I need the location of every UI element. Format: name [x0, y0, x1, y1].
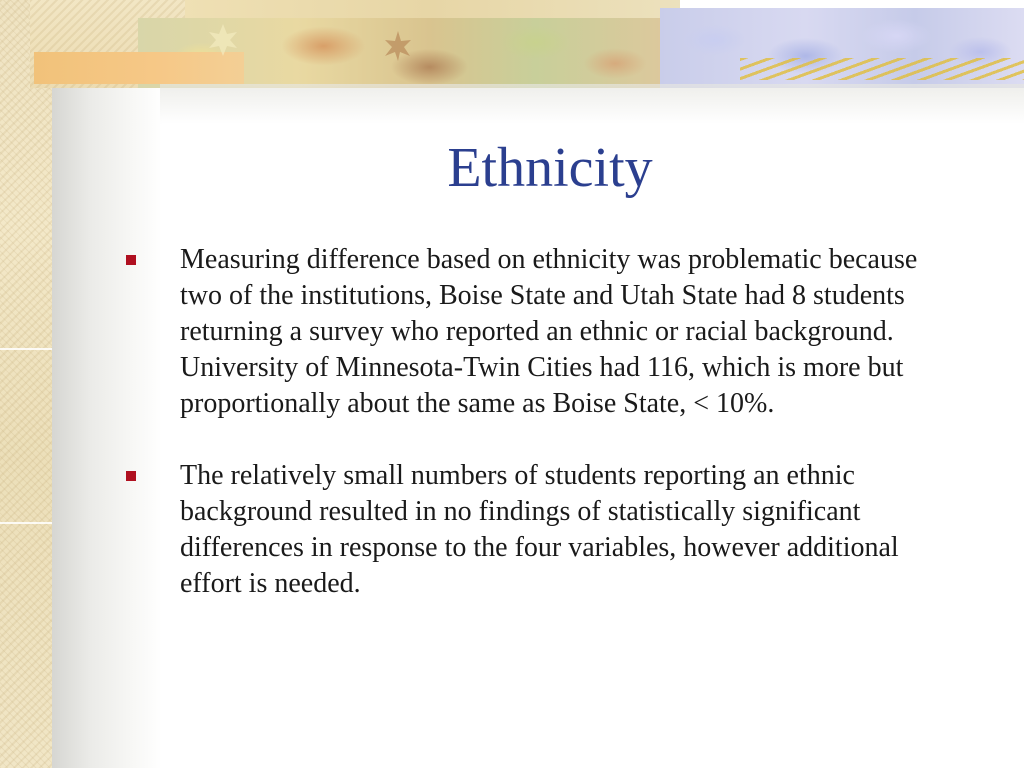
- bullet-text: The relatively small numbers of students reporting an ethnic background resulted in no findings of statistically significant differences in response to the four variables, however additional effort is needed.: [180, 460, 899, 599]
- banner-fade: [160, 84, 1024, 124]
- strip-seam: [0, 348, 52, 350]
- slide-title: Ethnicity: [447, 137, 653, 199]
- leaf-icon: [205, 22, 241, 58]
- banner-top-strip: [180, 0, 680, 20]
- strip-seam: [0, 522, 52, 524]
- bullet-list: [126, 242, 956, 638]
- bullet-item: [126, 458, 956, 602]
- left-parchment-strip: [0, 0, 52, 768]
- square-bullet-icon: [126, 255, 136, 265]
- square-bullet-icon: [126, 471, 136, 481]
- bullet-text: Measuring difference based on ethnicity was problematic because two of the institutions, Boise State and Utah State had 8 students returning a survey who reported an ethnic or racial background. University of Minnesota-Twin Cities had 116, which is more but proportionally about the same as Boise State, < 10%.: [180, 244, 918, 419]
- banner-gold-streak: [740, 58, 1024, 80]
- leaf-icon: [380, 28, 416, 64]
- bullet-item: [126, 242, 956, 422]
